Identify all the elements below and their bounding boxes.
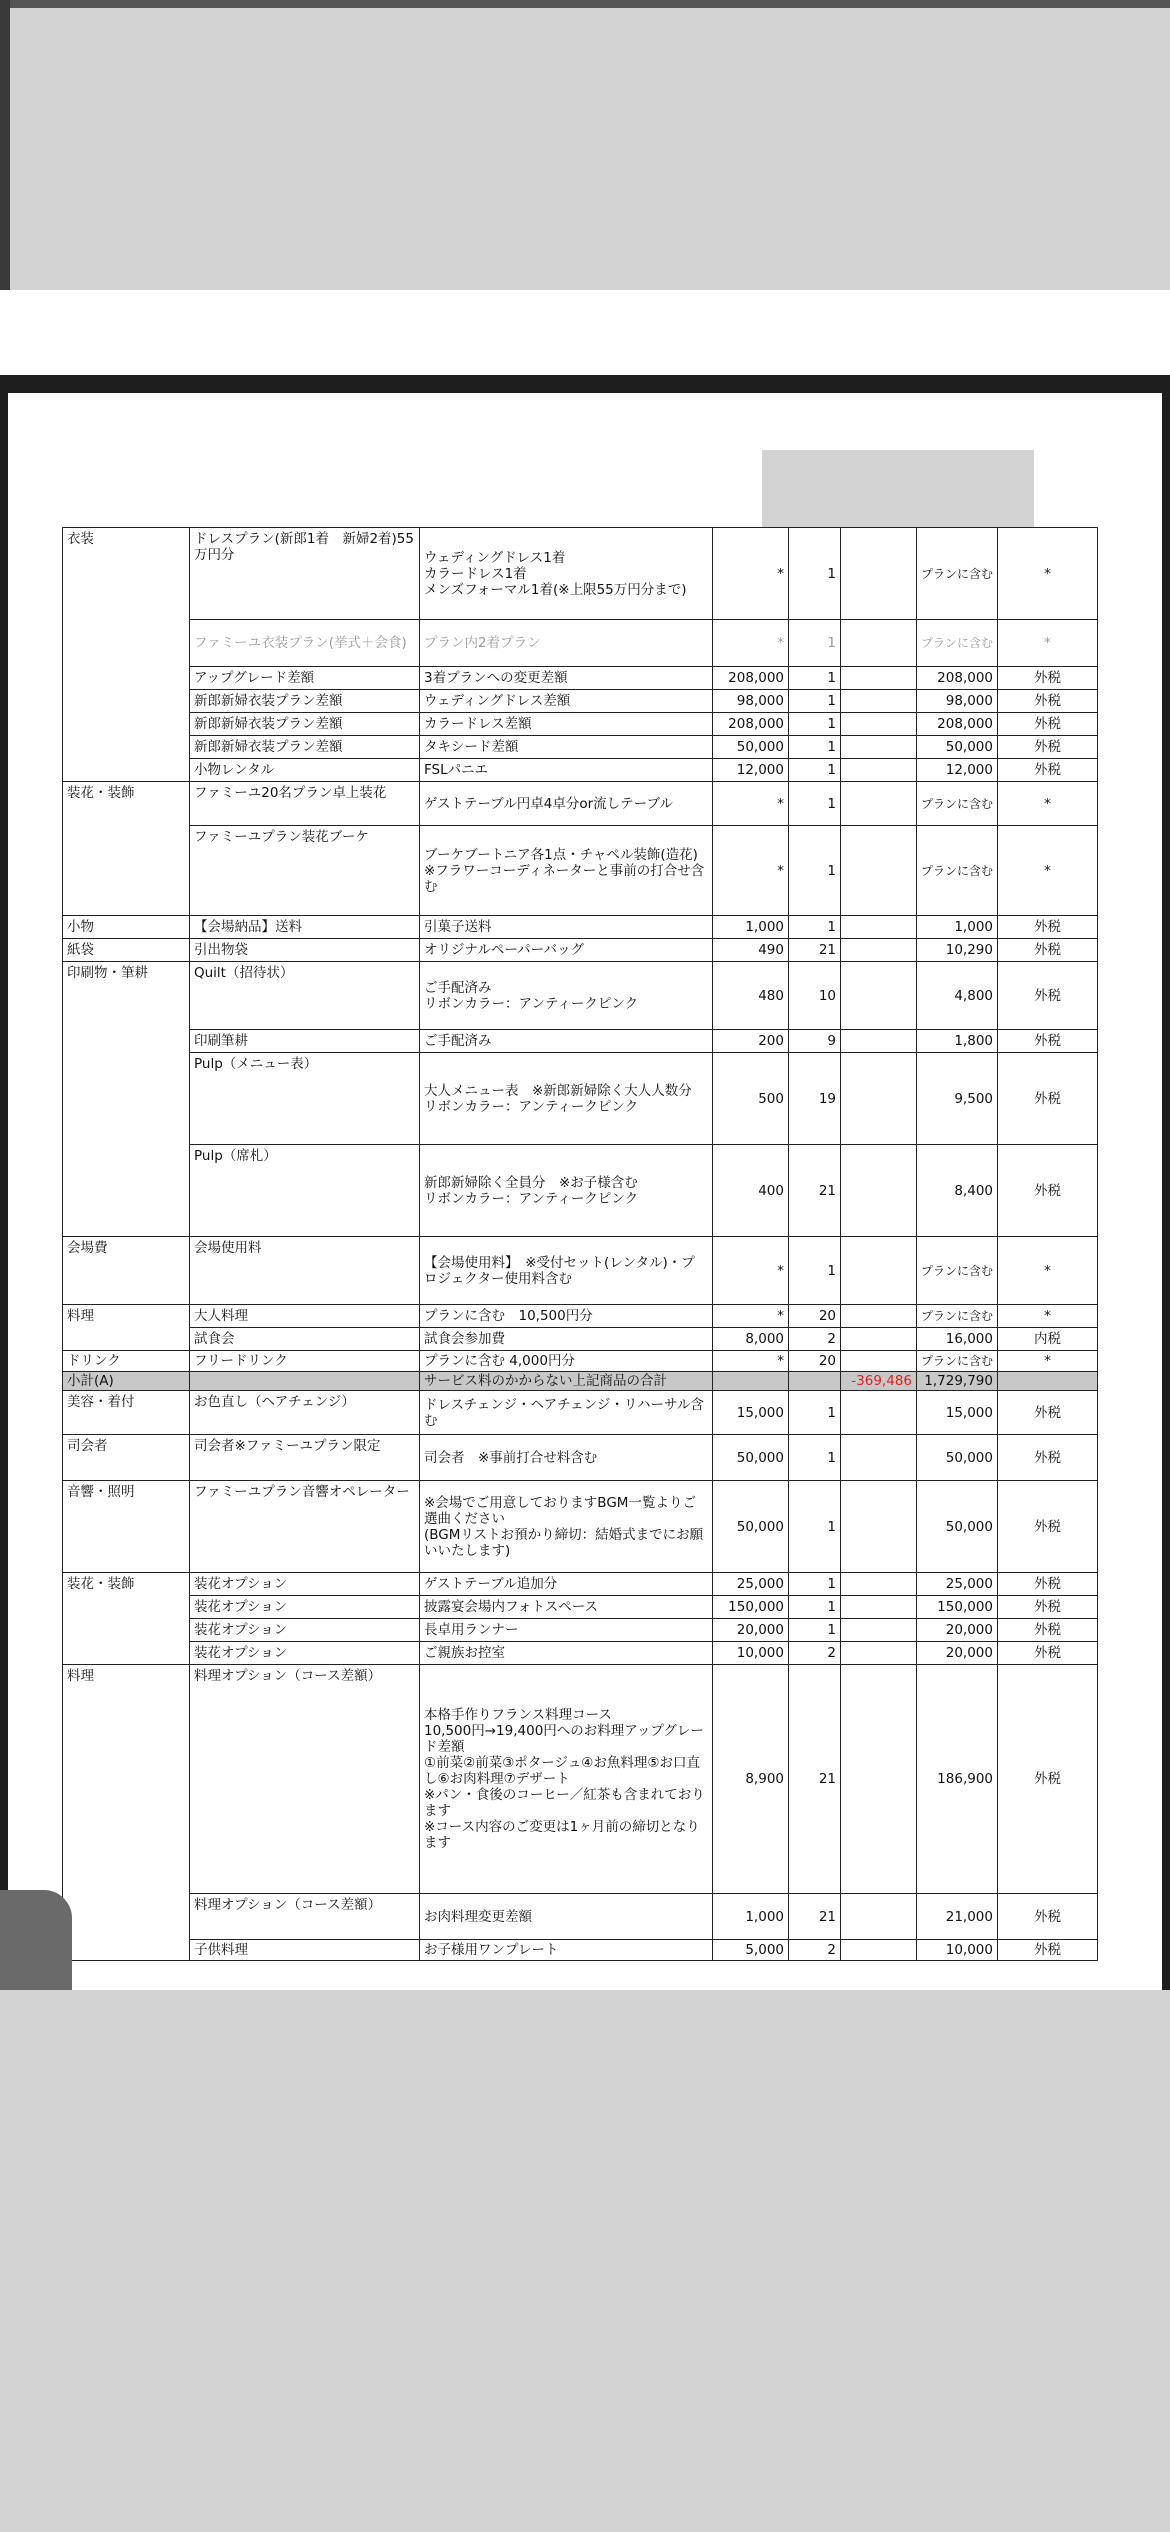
desc-cell: オリジナルペーパーバッグ bbox=[420, 939, 713, 962]
item-cell: 新郎新婦衣装プラン差額 bbox=[190, 736, 420, 759]
price-cell: 50,000 bbox=[713, 1435, 789, 1481]
table-row bbox=[63, 1596, 1098, 1619]
qty-cell: 1 bbox=[789, 1481, 841, 1573]
discount-cell bbox=[841, 1391, 917, 1435]
amount-cell: 20,000 bbox=[917, 1619, 998, 1642]
table-row bbox=[63, 1435, 1098, 1481]
amount-cell: 8,400 bbox=[917, 1145, 998, 1237]
item-cell: 装花オプション bbox=[190, 1573, 420, 1596]
discount-cell bbox=[841, 667, 917, 690]
desc-cell: 3着プランへの変更差額 bbox=[420, 667, 713, 690]
item-cell: Pulp（席札） bbox=[190, 1145, 420, 1237]
discount-cell bbox=[841, 939, 917, 962]
item-cell: ファミーユプラン音響オペレーター bbox=[190, 1481, 420, 1573]
tax-cell: 外税 bbox=[998, 759, 1098, 782]
desc-cell: 長卓用ランナー bbox=[420, 1619, 713, 1642]
category-cell: 会場費 bbox=[63, 1237, 190, 1305]
qty-cell: 20 bbox=[789, 1305, 841, 1328]
category-cell: 装花・装飾 bbox=[63, 782, 190, 916]
item-cell: 小物レンタル bbox=[190, 759, 420, 782]
amount-cell: 4,800 bbox=[917, 962, 998, 1030]
item-cell: 料理オプション（コース差額） bbox=[190, 1894, 420, 1940]
item-cell bbox=[190, 1372, 420, 1391]
desc-cell: 本格手作りフランス料理コース 10,500円→19,400円へのお料理アップグレード差額 ①前菜②前菜③ポタージュ④お魚料理⑤お口直し⑥お肉料理⑦デザート ※パン・食後のコーヒー／紅茶も含まれております ※コース内容のご変更は1ヶ月前の締切となります bbox=[420, 1665, 713, 1894]
price-cell: * bbox=[713, 1305, 789, 1328]
item-cell: ファミーユ20名プラン卓上装花 bbox=[190, 782, 420, 826]
qty-cell: 21 bbox=[789, 1894, 841, 1940]
amount-cell: 98,000 bbox=[917, 690, 998, 713]
item-cell: Pulp（メニュー表） bbox=[190, 1053, 420, 1145]
category-cell: 衣装 bbox=[63, 528, 190, 782]
desc-cell: ご手配済み リボンカラー：アンティークピンク bbox=[420, 962, 713, 1030]
desc-cell: カラードレス差額 bbox=[420, 713, 713, 736]
tax-cell: 外税 bbox=[998, 962, 1098, 1030]
discount-cell bbox=[841, 1665, 917, 1894]
amount-cell: プランに含む bbox=[917, 1237, 998, 1305]
price-cell: 50,000 bbox=[713, 736, 789, 759]
qty-cell: 1 bbox=[789, 1391, 841, 1435]
tax-cell: 外税 bbox=[998, 1145, 1098, 1237]
item-cell: 装花オプション bbox=[190, 1619, 420, 1642]
item-cell: フリードリンク bbox=[190, 1351, 420, 1372]
tax-cell: 外税 bbox=[998, 1642, 1098, 1665]
qty-cell: 1 bbox=[789, 1573, 841, 1596]
desc-cell: ドレスチェンジ・ヘアチェンジ・リハーサル含む bbox=[420, 1391, 713, 1435]
item-cell: 大人料理 bbox=[190, 1305, 420, 1328]
price-cell: 15,000 bbox=[713, 1391, 789, 1435]
qty-cell: 1 bbox=[789, 736, 841, 759]
price-cell: * bbox=[713, 1351, 789, 1372]
screenshot-thumbnail-corner[interactable] bbox=[0, 1890, 72, 1990]
qty-cell: 10 bbox=[789, 962, 841, 1030]
qty-cell: 1 bbox=[789, 528, 841, 620]
discount-cell bbox=[841, 1642, 917, 1665]
subtotal-row bbox=[63, 1372, 1098, 1391]
item-cell: Quilt（招待状） bbox=[190, 962, 420, 1030]
discount-cell bbox=[841, 1573, 917, 1596]
item-cell: お色直し（ヘアチェンジ） bbox=[190, 1391, 420, 1435]
tax-cell: 外税 bbox=[998, 1030, 1098, 1053]
item-cell: ファミーユ衣装プラン(挙式＋会食) bbox=[190, 620, 420, 667]
table-row bbox=[63, 1145, 1098, 1237]
tax-cell: 外税 bbox=[998, 1573, 1098, 1596]
discount-cell bbox=[841, 782, 917, 826]
discount-cell bbox=[841, 1596, 917, 1619]
item-cell: 【会場納品】送料 bbox=[190, 916, 420, 939]
tax-cell: 外税 bbox=[998, 1481, 1098, 1573]
price-cell: 8,000 bbox=[713, 1328, 789, 1351]
qty-cell: 1 bbox=[789, 782, 841, 826]
discount-cell bbox=[841, 826, 917, 916]
item-cell: 新郎新婦衣装プラン差額 bbox=[190, 690, 420, 713]
qty-cell: 1 bbox=[789, 713, 841, 736]
price-cell: 480 bbox=[713, 962, 789, 1030]
tax-cell: 外税 bbox=[998, 713, 1098, 736]
category-cell: 美容・着付 bbox=[63, 1391, 190, 1435]
amount-cell: プランに含む bbox=[917, 528, 998, 620]
table-row bbox=[63, 667, 1098, 690]
amount-cell: プランに含む bbox=[917, 1351, 998, 1372]
desc-cell: 試食会参加費 bbox=[420, 1328, 713, 1351]
qty-cell: 2 bbox=[789, 1642, 841, 1665]
qty-cell: 21 bbox=[789, 939, 841, 962]
amount-cell: 186,900 bbox=[917, 1665, 998, 1894]
qty-cell: 20 bbox=[789, 1351, 841, 1372]
tax-cell: * bbox=[998, 1351, 1098, 1372]
tax-cell: 内税 bbox=[998, 1328, 1098, 1351]
price-cell: 98,000 bbox=[713, 690, 789, 713]
price-cell: 8,900 bbox=[713, 1665, 789, 1894]
table-row bbox=[63, 1940, 1098, 1961]
table-row bbox=[63, 782, 1098, 826]
price-cell: 5,000 bbox=[713, 1940, 789, 1961]
tax-cell: 外税 bbox=[998, 1894, 1098, 1940]
amount-cell: 16,000 bbox=[917, 1328, 998, 1351]
discount-cell bbox=[841, 1145, 917, 1237]
desc-cell: 【会場使用料】 ※受付セット(レンタル)・プロジェクター使用料含む bbox=[420, 1237, 713, 1305]
item-cell: 印刷筆耕 bbox=[190, 1030, 420, 1053]
category-cell: 料理 bbox=[63, 1665, 190, 1961]
discount-cell bbox=[841, 528, 917, 620]
tax-cell: 外税 bbox=[998, 1665, 1098, 1894]
tax-cell: 外税 bbox=[998, 667, 1098, 690]
discount-cell bbox=[841, 759, 917, 782]
table-row bbox=[63, 759, 1098, 782]
item-cell: 引出物袋 bbox=[190, 939, 420, 962]
desc-cell: ご親族お控室 bbox=[420, 1642, 713, 1665]
discount-cell bbox=[841, 1237, 917, 1305]
desc-cell: お子様用ワンプレート bbox=[420, 1940, 713, 1961]
amount-cell: プランに含む bbox=[917, 1305, 998, 1328]
amount-cell: 1,000 bbox=[917, 916, 998, 939]
price-cell: 208,000 bbox=[713, 713, 789, 736]
amount-cell: 20,000 bbox=[917, 1642, 998, 1665]
price-cell bbox=[713, 1372, 789, 1391]
redacted-header-area bbox=[0, 0, 1170, 290]
left-top-edge bbox=[0, 0, 10, 290]
amount-cell: 9,500 bbox=[917, 1053, 998, 1145]
table-row bbox=[63, 690, 1098, 713]
desc-cell: ウェディングドレス差額 bbox=[420, 690, 713, 713]
table-row bbox=[63, 1351, 1098, 1372]
desc-cell: 引菓子送料 bbox=[420, 916, 713, 939]
category-cell: 紙袋 bbox=[63, 939, 190, 962]
discount-cell bbox=[841, 1894, 917, 1940]
desc-cell: 披露宴会場内フォトスペース bbox=[420, 1596, 713, 1619]
item-cell: 料理オプション（コース差額） bbox=[190, 1665, 420, 1894]
qty-cell: 1 bbox=[789, 690, 841, 713]
table-row bbox=[63, 916, 1098, 939]
price-cell: 490 bbox=[713, 939, 789, 962]
table-row bbox=[63, 713, 1098, 736]
item-cell: 装花オプション bbox=[190, 1642, 420, 1665]
desc-cell: ※会場でご用意しておりますBGM一覧よりご選曲ください (BGMリストお預かり締切：結婚式までにお願いいたします) bbox=[420, 1481, 713, 1573]
item-cell: 会場使用料 bbox=[190, 1237, 420, 1305]
qty-cell: 1 bbox=[789, 1435, 841, 1481]
tax-cell: 外税 bbox=[998, 1619, 1098, 1642]
price-cell: * bbox=[713, 620, 789, 667]
qty-cell: 1 bbox=[789, 916, 841, 939]
amount-cell: 150,000 bbox=[917, 1596, 998, 1619]
desc-cell: タキシード差額 bbox=[420, 736, 713, 759]
amount-cell: 50,000 bbox=[917, 1435, 998, 1481]
table-row bbox=[63, 1328, 1098, 1351]
amount-cell: 10,290 bbox=[917, 939, 998, 962]
desc-cell: 司会者 ※事前打合せ料含む bbox=[420, 1435, 713, 1481]
price-cell: 1,000 bbox=[713, 1894, 789, 1940]
amount-cell: 21,000 bbox=[917, 1894, 998, 1940]
table-row bbox=[63, 1573, 1098, 1596]
table-row bbox=[63, 1642, 1098, 1665]
price-cell: * bbox=[713, 528, 789, 620]
desc-cell: ご手配済み bbox=[420, 1030, 713, 1053]
category-cell: 印刷物・筆耕 bbox=[63, 962, 190, 1237]
discount-cell bbox=[841, 1435, 917, 1481]
table-row bbox=[63, 1305, 1098, 1328]
desc-cell: ゲストテーブル円卓4卓分or流しテーブル bbox=[420, 782, 713, 826]
amount-cell: 208,000 bbox=[917, 667, 998, 690]
item-cell: 子供料理 bbox=[190, 1940, 420, 1961]
tax-cell: * bbox=[998, 528, 1098, 620]
discount-cell bbox=[841, 713, 917, 736]
amount-cell: 50,000 bbox=[917, 1481, 998, 1573]
price-cell: 25,000 bbox=[713, 1573, 789, 1596]
tax-cell bbox=[998, 1372, 1098, 1391]
price-cell: 1,000 bbox=[713, 916, 789, 939]
table-row bbox=[63, 1237, 1098, 1305]
table-row bbox=[63, 1481, 1098, 1573]
redacted-doc-header bbox=[762, 450, 1034, 528]
tax-cell: 外税 bbox=[998, 939, 1098, 962]
tax-cell: * bbox=[998, 782, 1098, 826]
item-cell: 装花オプション bbox=[190, 1596, 420, 1619]
qty-cell: 2 bbox=[789, 1940, 841, 1961]
item-cell: ドレスプラン(新郎1着 新婦2着)55万円分 bbox=[190, 528, 420, 620]
table-row bbox=[63, 1894, 1098, 1940]
qty-cell: 1 bbox=[789, 1619, 841, 1642]
desc-cell: プランに含む 4,000円分 bbox=[420, 1351, 713, 1372]
price-cell: * bbox=[713, 1237, 789, 1305]
qty-cell: 1 bbox=[789, 759, 841, 782]
amount-cell: 12,000 bbox=[917, 759, 998, 782]
desc-cell: ウェディングドレス1着 カラードレス1着 メンズフォーマル1着(※上限55万円分まで) bbox=[420, 528, 713, 620]
price-cell: 200 bbox=[713, 1030, 789, 1053]
table-row bbox=[63, 1665, 1098, 1894]
price-cell: 400 bbox=[713, 1145, 789, 1237]
price-cell: 12,000 bbox=[713, 759, 789, 782]
table-row bbox=[63, 528, 1098, 620]
qty-cell: 2 bbox=[789, 1328, 841, 1351]
tax-cell: 外税 bbox=[998, 690, 1098, 713]
table-row bbox=[63, 939, 1098, 962]
qty-cell bbox=[789, 1372, 841, 1391]
amount-cell: 208,000 bbox=[917, 713, 998, 736]
item-cell: 試食会 bbox=[190, 1328, 420, 1351]
desc-cell: お肉料理変更差額 bbox=[420, 1894, 713, 1940]
desc-cell: ゲストテーブル追加分 bbox=[420, 1573, 713, 1596]
tax-cell: 外税 bbox=[998, 1596, 1098, 1619]
discount-cell bbox=[841, 1351, 917, 1372]
separator-band bbox=[0, 375, 1170, 393]
table-row bbox=[63, 1053, 1098, 1145]
qty-cell: 21 bbox=[789, 1665, 841, 1894]
right-border bbox=[1162, 375, 1170, 1990]
amount-cell: プランに含む bbox=[917, 826, 998, 916]
category-cell: 音響・照明 bbox=[63, 1481, 190, 1573]
discount-cell bbox=[841, 736, 917, 759]
table-row bbox=[63, 1030, 1098, 1053]
tax-cell: 外税 bbox=[998, 1053, 1098, 1145]
table-row bbox=[63, 962, 1098, 1030]
discount-cell bbox=[841, 1481, 917, 1573]
tax-cell: 外税 bbox=[998, 1435, 1098, 1481]
item-cell: アップグレード差額 bbox=[190, 667, 420, 690]
qty-cell: 1 bbox=[789, 1596, 841, 1619]
category-cell: 小計(A) bbox=[63, 1372, 190, 1391]
table-row bbox=[63, 736, 1098, 759]
price-cell: 500 bbox=[713, 1053, 789, 1145]
category-cell: 司会者 bbox=[63, 1435, 190, 1481]
amount-cell: 50,000 bbox=[917, 736, 998, 759]
discount-cell bbox=[841, 1619, 917, 1642]
desc-cell: FSLパニエ bbox=[420, 759, 713, 782]
category-cell: ドリンク bbox=[63, 1351, 190, 1372]
desc-cell: 大人メニュー表 ※新郎新婦除く大人人数分 リボンカラー：アンティークピンク bbox=[420, 1053, 713, 1145]
table-row bbox=[63, 620, 1098, 667]
discount-cell bbox=[841, 962, 917, 1030]
amount-cell: 1,800 bbox=[917, 1030, 998, 1053]
amount-cell: 1,729,790 bbox=[917, 1372, 998, 1391]
price-cell: * bbox=[713, 782, 789, 826]
item-cell: ファミーユプラン装花ブーケ bbox=[190, 826, 420, 916]
amount-cell: 15,000 bbox=[917, 1391, 998, 1435]
discount-cell bbox=[841, 1053, 917, 1145]
estimate-table bbox=[62, 527, 1098, 1961]
category-cell: 料理 bbox=[63, 1305, 190, 1351]
qty-cell: 19 bbox=[789, 1053, 841, 1145]
discount-cell bbox=[841, 690, 917, 713]
desc-cell: 新郎新婦除く全員分 ※お子様含む リボンカラー：アンティークピンク bbox=[420, 1145, 713, 1237]
discount-cell bbox=[841, 1328, 917, 1351]
desc-cell: サービス料のかからない上記商品の合計 bbox=[420, 1372, 713, 1391]
table-row bbox=[63, 826, 1098, 916]
price-cell: 10,000 bbox=[713, 1642, 789, 1665]
tax-cell: * bbox=[998, 826, 1098, 916]
discount-cell bbox=[841, 916, 917, 939]
category-cell: 装花・装飾 bbox=[63, 1573, 190, 1665]
tax-cell: 外税 bbox=[998, 916, 1098, 939]
qty-cell: 1 bbox=[789, 667, 841, 690]
tax-cell: 外税 bbox=[998, 1940, 1098, 1961]
amount-cell: プランに含む bbox=[917, 620, 998, 667]
qty-cell: 1 bbox=[789, 826, 841, 916]
discount-cell bbox=[841, 620, 917, 667]
qty-cell: 1 bbox=[789, 620, 841, 667]
tax-cell: * bbox=[998, 620, 1098, 667]
top-edge bbox=[0, 0, 1170, 8]
discount-cell: -369,486 bbox=[841, 1372, 917, 1391]
category-cell: 小物 bbox=[63, 916, 190, 939]
discount-cell bbox=[841, 1305, 917, 1328]
amount-cell: 10,000 bbox=[917, 1940, 998, 1961]
tax-cell: * bbox=[998, 1305, 1098, 1328]
price-cell: 50,000 bbox=[713, 1481, 789, 1573]
price-cell: 150,000 bbox=[713, 1596, 789, 1619]
discount-cell bbox=[841, 1940, 917, 1961]
tax-cell: * bbox=[998, 1237, 1098, 1305]
desc-cell: ブーケブートニア各1点・チャペル装飾(造花) ※フラワーコーディネーターと事前の打合せ含む bbox=[420, 826, 713, 916]
table-row bbox=[63, 1391, 1098, 1435]
amount-cell: プランに含む bbox=[917, 782, 998, 826]
discount-cell bbox=[841, 1030, 917, 1053]
item-cell: 司会者※ファミーユプラン限定 bbox=[190, 1435, 420, 1481]
qty-cell: 9 bbox=[789, 1030, 841, 1053]
price-cell: 20,000 bbox=[713, 1619, 789, 1642]
left-border bbox=[0, 375, 8, 1990]
amount-cell: 25,000 bbox=[917, 1573, 998, 1596]
redacted-footer-area bbox=[0, 1990, 1170, 2532]
tax-cell: 外税 bbox=[998, 736, 1098, 759]
tax-cell: 外税 bbox=[998, 1391, 1098, 1435]
table-row bbox=[63, 1619, 1098, 1642]
qty-cell: 21 bbox=[789, 1145, 841, 1237]
item-cell: 新郎新婦衣装プラン差額 bbox=[190, 713, 420, 736]
desc-cell: プラン内2着プラン bbox=[420, 620, 713, 667]
qty-cell: 1 bbox=[789, 1237, 841, 1305]
desc-cell: プランに含む 10,500円分 bbox=[420, 1305, 713, 1328]
price-cell: * bbox=[713, 826, 789, 916]
price-cell: 208,000 bbox=[713, 667, 789, 690]
